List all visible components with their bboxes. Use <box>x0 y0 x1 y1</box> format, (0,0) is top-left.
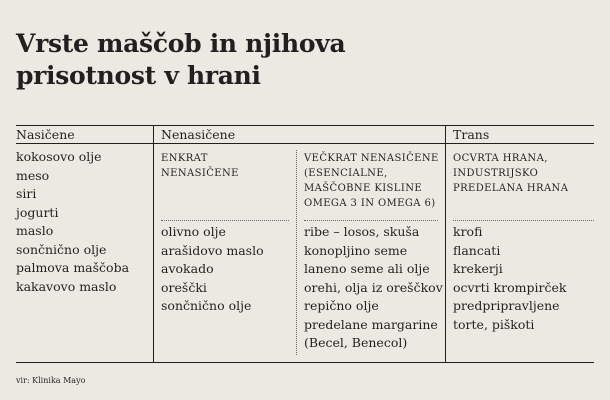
enkrat-nenasicene-label: ENKRAT NENASIČENE <box>161 153 239 179</box>
list-item: laneno seme ali olje <box>304 261 430 276</box>
list-item: repično olje <box>304 298 379 313</box>
enkrat-nenasicene-list <box>161 223 264 316</box>
page-title <box>16 28 345 92</box>
veckrat-nenasicene-list <box>304 223 443 353</box>
list-item: konopljino seme <box>304 242 408 258</box>
list-item: avokado <box>161 261 214 276</box>
list-item: (Becel, Benecol) <box>304 335 408 350</box>
column-divider-1 <box>153 125 154 362</box>
veckrat-label-rule <box>304 220 438 221</box>
list-item: palmova maščoba <box>16 260 130 275</box>
list-item: kokosovo olje <box>16 149 102 164</box>
list-item: ribe – losos, skuša <box>304 224 420 239</box>
column-header-nenasicene: Nenasičene <box>161 127 236 142</box>
list-item: oreščki <box>161 279 207 295</box>
list-item: sončnično olje <box>161 298 252 313</box>
column-header-trans: Trans <box>453 127 490 142</box>
list-item: maslo <box>16 223 54 238</box>
list-item: arašidovo maslo <box>161 242 264 258</box>
list-item: kakavovo maslo <box>16 278 117 294</box>
list-item: torte, piškoti <box>453 316 535 332</box>
list-item: meso <box>16 167 50 183</box>
trans-label: OCVRTA HRANA, INDUSTRIJSKO PREDELANA HRANA <box>453 153 569 194</box>
list-item: ocvrti krompirček <box>453 279 567 295</box>
list-item: flancati <box>453 242 501 258</box>
list-item: sončnično olje <box>16 241 107 257</box>
enkrat-label-rule <box>161 220 289 221</box>
list-item: predelane margarine <box>304 316 438 332</box>
title-line-1: Vrste maščob in njihova <box>16 29 346 58</box>
table-header-rule <box>16 143 594 144</box>
source-note: vir: Klinika Mayo <box>16 376 86 385</box>
title-line-2: prisotnost v hrani <box>16 61 261 90</box>
veckrat-nenasicene-label: VEČKRAT NENASIČENE (ESENCIALNE, MAŠČOBNE KISLINE OMEGA 3 IN OMEGA 6) <box>304 153 439 209</box>
table-top-rule <box>16 125 594 126</box>
list-item: orehi, olja iz oreščkov <box>304 279 443 295</box>
column-divider-2 <box>445 125 446 362</box>
subcolumn-divider <box>296 150 297 355</box>
list-item: predpripravljene <box>453 298 560 313</box>
column-header-nasicene: Nasičene <box>16 127 75 142</box>
nasicene-list <box>16 148 129 296</box>
list-item: olivno olje <box>161 224 226 239</box>
trans-list <box>453 223 566 334</box>
list-item: krofi <box>453 224 483 239</box>
list-item: siri <box>16 186 37 201</box>
list-item: krekerji <box>453 261 503 276</box>
table-bottom-rule <box>16 362 594 363</box>
list-item: jogurti <box>16 204 59 220</box>
trans-label-rule <box>453 220 594 221</box>
